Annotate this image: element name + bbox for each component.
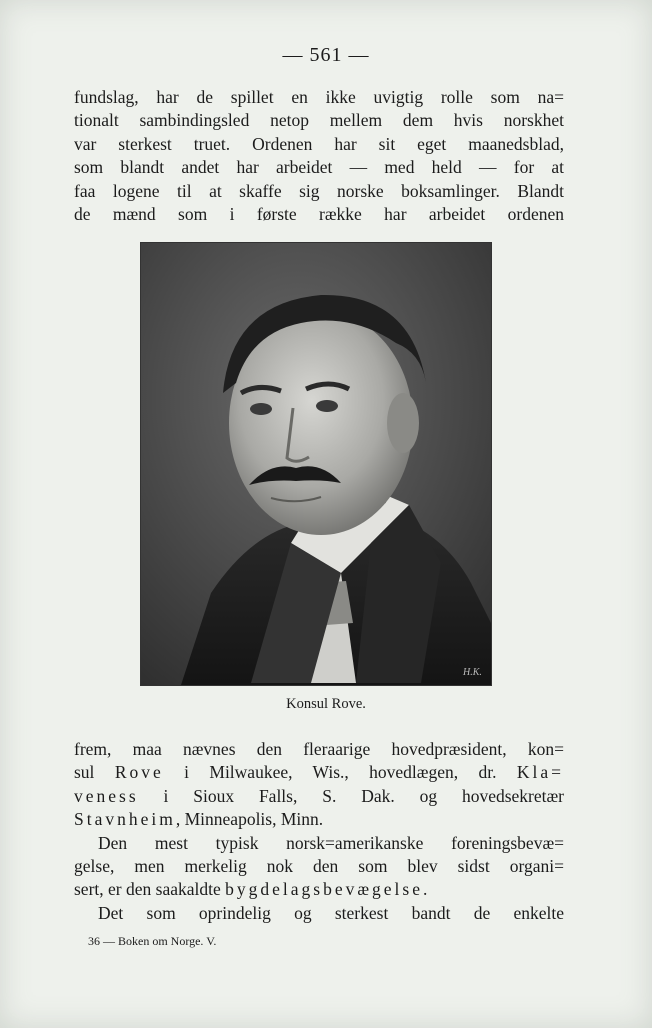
- text-line: de mænd som i første række har arbeidet ordenen: [74, 204, 564, 225]
- spaced-name: veness: [74, 785, 139, 806]
- portrait-illustration: [141, 243, 491, 685]
- text-line: fundslag, har de spillet en ikke uvigtig rolle som na=: [74, 87, 564, 107]
- photo-caption: Konsul Rove.: [286, 696, 366, 712]
- photo-monogram: H.K.: [463, 667, 482, 678]
- paragraph-bottom: [74, 738, 564, 925]
- text-line: tionalt sambindingsled netop mellem dem hvis norskhet: [74, 110, 564, 131]
- text-line: var sterkest truet. Ordenen har sit eget maanedsblad,: [74, 133, 564, 154]
- text-line: gelse, men merkelig nok den som blev sidst organi=: [74, 856, 564, 877]
- text-line: veness i Sioux Falls, S. Dak. og hovedsekretær: [74, 785, 564, 806]
- text-line: faa logene til at skaffe sig norske boksamlinger. Blandt: [74, 180, 564, 201]
- footer-signature: 36 — Boken om Norge. V.: [88, 934, 217, 948]
- spaced-name: Kla=: [516, 762, 564, 783]
- text-line: som blandt andet har arbeidet — med held — for at: [74, 157, 564, 178]
- portrait-photo: [140, 242, 492, 686]
- text-line: Stavnheim, Minneapolis, Minn.: [74, 809, 324, 830]
- text-line: Det som oprindelig og sterkest bandt de enkelte: [98, 902, 564, 923]
- page-number: — 561 —: [282, 44, 370, 66]
- text-line: sul Rove i Milwaukee, Wis., hovedlægen, dr. Kla=: [74, 762, 564, 783]
- spaced-term: bygdelagsbevægelse: [225, 879, 423, 900]
- text-line: frem, maa nævnes den fleraarige hovedpræsident, kon=: [74, 739, 564, 759]
- spaced-name: Rove: [114, 762, 164, 783]
- text-line: Den mest typisk norsk=amerikanske foreningsbevæ=: [98, 832, 564, 853]
- paragraph-top: [74, 86, 564, 226]
- text-line: sert, er den saakaldte bygdelagsbevægelse.: [74, 879, 428, 900]
- spaced-name: Stavnheim: [74, 809, 176, 830]
